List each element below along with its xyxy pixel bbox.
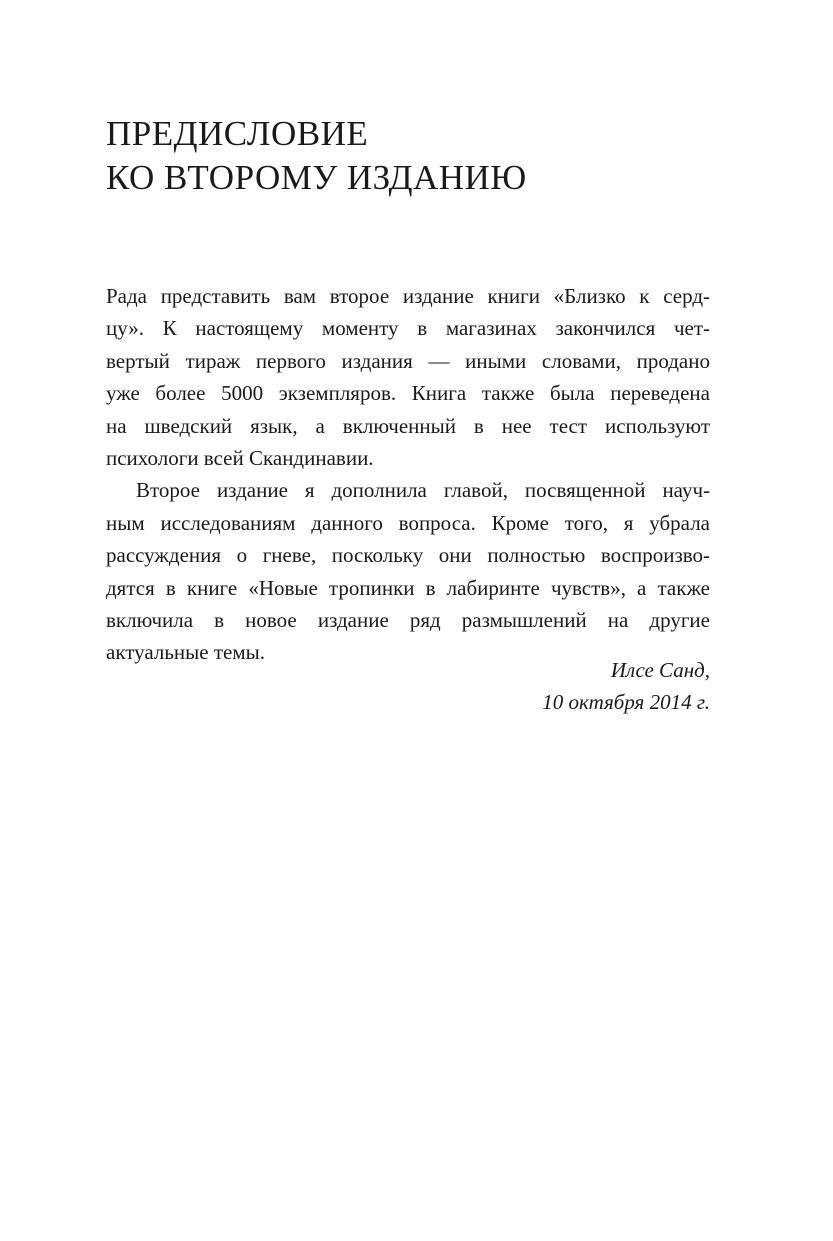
text-line: ным исследованиям данного вопроса. Кроме того, я убрала — [106, 510, 710, 535]
text-line: цу». К настоящему моменту в магазинах закончился чет- — [106, 316, 710, 341]
body-text — [106, 280, 710, 669]
text-line: рассуждения о гневе, поскольку они полностью воспроизво- — [106, 543, 710, 568]
heading-line-1: ПРЕДИСЛОВИЕ — [106, 114, 369, 153]
text-line: Второе издание я дополнила главой, посвященной науч- — [136, 478, 710, 503]
text-line: дятся в книге «Новые тропинки в лабиринте чувств», а также — [106, 575, 710, 600]
text-line: психологи всей Скандинавии. — [106, 446, 374, 471]
heading-line-2: КО ВТОРОМУ ИЗДАНИЮ — [106, 158, 527, 197]
text-line: включила в новое издание ряд размышлений на другие — [106, 608, 710, 633]
paragraph-2 — [106, 474, 710, 668]
signature-author: Илсе Санд, — [610, 658, 710, 682]
chapter-heading — [106, 112, 726, 200]
signature — [106, 654, 710, 719]
text-line: вертый тираж первого издания — иными словами, продано — [106, 348, 710, 373]
paragraph-1 — [106, 280, 710, 474]
text-line: уже более 5000 экземпляров. Книга также была переведена — [106, 381, 710, 406]
text-line: актуальные темы. — [106, 640, 265, 665]
text-line: Рада представить вам второе издание книги «Близко к серд- — [106, 284, 710, 308]
text-line: на шведский язык, а включенный в нее тест используют — [106, 413, 710, 438]
signature-date: 10 октября 2014 г. — [542, 690, 710, 715]
